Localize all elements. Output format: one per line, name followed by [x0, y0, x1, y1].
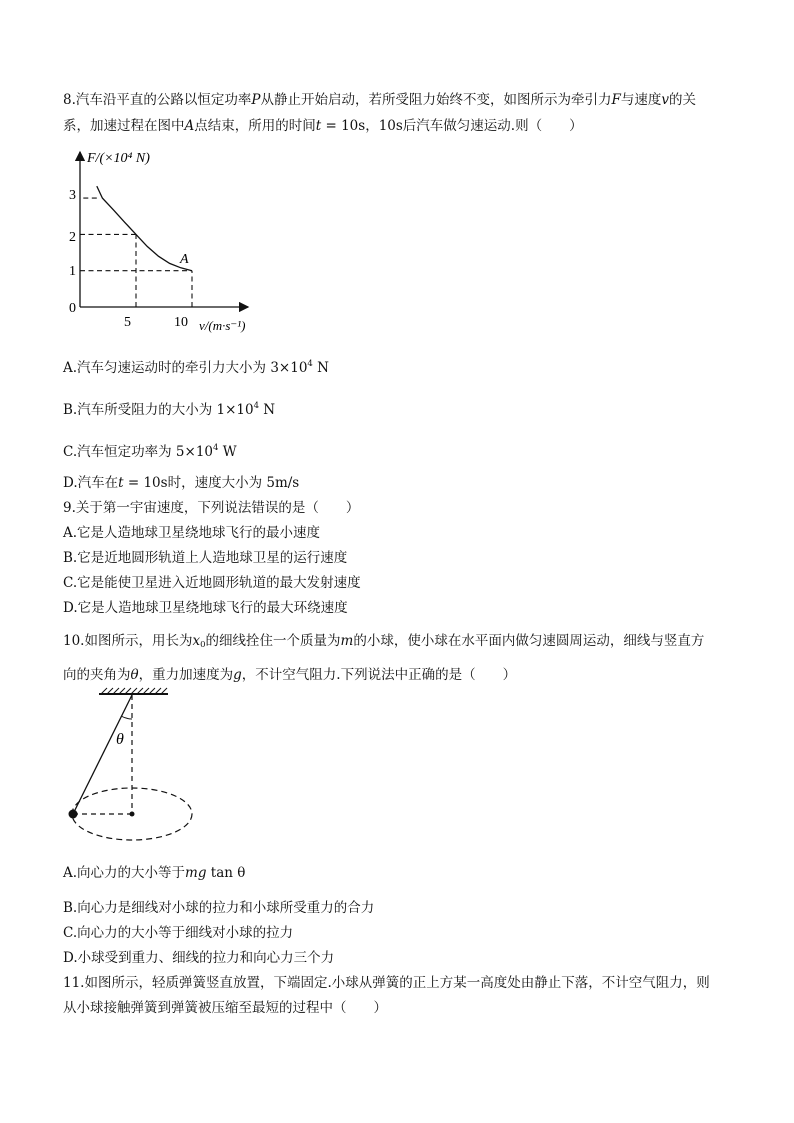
- q8-stem-line2: 系，加速过程在图中A点结束，所用的时间t = 10s，10s后汽车做匀速运动.则（ ）: [63, 118, 583, 134]
- q10-stem-line1: 10.如图所示，用长为$x_0$的细线拴住一个质量为m的小球，使小球在水平面内做匀速圆周运动，细线与竖直方: [63, 633, 705, 650]
- circle-center: [130, 812, 135, 817]
- q10-option-c: C.向心力的大小等于细线对小球的拉力: [63, 925, 294, 941]
- reference-lines: [80, 198, 192, 307]
- point-a-label: A: [180, 252, 189, 267]
- q9-option-a: A.它是人造地球卫星绕地球飞行的最小速度: [63, 525, 321, 541]
- x-tick-10: 10: [174, 315, 188, 330]
- q10-option-b: B.向心力是细线对小球的拉力和小球所受重力的合力: [63, 900, 375, 916]
- q10-option-d: D.小球受到重力、细线的拉力和向心力三个力: [63, 950, 335, 966]
- q9-option-c: C.它是能使卫星进入近地圆形轨道的最大发射速度: [63, 575, 361, 591]
- x-tick-5: 5: [124, 315, 131, 330]
- q10-stem-line2: 向的夹角为θ，重力加速度为g，不计空气阻力.下列说法中正确的是（ ）: [63, 667, 517, 683]
- q9-stem: 9.关于第一宇宙速度，下列说法错误的是（ ）: [63, 500, 360, 516]
- q10-option-a: A.向心力的大小等于mg tan θ: [63, 865, 246, 881]
- origin-label: 0: [69, 301, 76, 316]
- ball: [69, 810, 78, 819]
- theta-label: θ: [116, 731, 124, 748]
- y-tick-2: 2: [69, 230, 76, 245]
- f-v-curve: [97, 186, 192, 271]
- force-velocity-graph: [63, 142, 278, 337]
- q9-option-b: B.它是近地圆形轨道上人造地球卫星的运行速度: [63, 550, 348, 566]
- q11-stem-line1: 11.如图所示，轻质弹簧竖直放置，下端固定.小球从弹簧的正上方某一高度处由静止下落，不计空气阻力，则: [63, 975, 710, 991]
- y-tick-1: 1: [69, 264, 76, 279]
- q8-option-a: A.汽车匀速运动时的牵引力大小为 $3\times 10^4$ N: [63, 359, 329, 376]
- q11-stem-line2: 从小球接触弹簧到弹簧被压缩至最短的过程中（ ）: [63, 1000, 387, 1016]
- q8-option-b: B.汽车所受阻力的大小为 $1\times 10^4$ N: [63, 401, 276, 418]
- x-axis-label: v/(m·s⁻¹): [199, 318, 246, 333]
- q8-stem-line1: 8.汽车沿平直的公路以恒定功率P从静止开始启动，若所受阻力始终不变，如图所示为牵引力F与速度v的关: [63, 92, 696, 108]
- string: [73, 695, 132, 814]
- y-tick-3: 3: [69, 188, 76, 203]
- q9-option-d: D.它是人造地球卫星绕地球飞行的最大环绕速度: [63, 600, 348, 616]
- y-axis-label: F/(×10⁴ N): [87, 151, 150, 166]
- conical-pendulum-figure: [63, 686, 198, 848]
- angle-arc: [121, 716, 132, 719]
- q8-option-c: C.汽车恒定功率为 $5\times 10^4$ W: [63, 443, 237, 460]
- q8-option-d: D.汽车在t = 10s时，速度大小为 5m/s: [63, 475, 300, 491]
